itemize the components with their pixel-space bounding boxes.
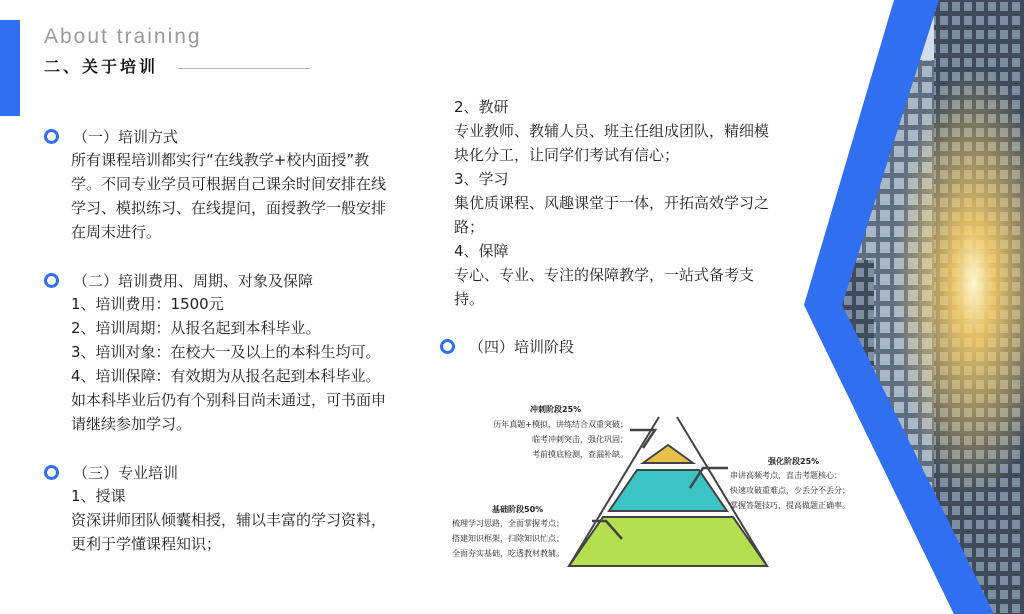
title-underline bbox=[178, 68, 310, 69]
text-line: 块化分工，让同学们考试有信心； bbox=[454, 146, 680, 164]
pyramid-top-layer bbox=[643, 445, 693, 463]
page-title: 二、关于培训 bbox=[44, 57, 159, 76]
text-line: 1、培训费用：1500元 bbox=[71, 295, 224, 313]
section-4-heading bbox=[440, 336, 574, 357]
bullet-ring-icon bbox=[44, 465, 59, 480]
text-line: 3、学习 bbox=[454, 170, 509, 188]
text-line: 1、授课 bbox=[71, 487, 126, 505]
text-line: 4、培训保障：有效期为从报名起到本科毕业。 bbox=[71, 367, 381, 385]
stage-line: 梳理学习思路，全面掌握考点； bbox=[452, 519, 564, 528]
pyramid-middle-layer bbox=[609, 470, 727, 511]
stage-line: 快速攻破重难点，少丢分不丢分； bbox=[730, 486, 850, 495]
stage-line: 全面夯实基础，吃透教材教辅。 bbox=[452, 549, 564, 558]
text-line: 专心、专业、专注的保障教学，一站式备考支 bbox=[454, 266, 755, 284]
section-3-heading bbox=[44, 462, 178, 483]
text-line: 3、培训对象：在校大一及以上的本科生均可。 bbox=[71, 343, 381, 361]
text-line: 学。不同专业学员可根据自己课余时间安排在线 bbox=[71, 175, 387, 193]
text-line: 如本科毕业后仍有个别科目尚未通过，可书面申 bbox=[71, 391, 387, 409]
section-4-title: （四）培训阶段 bbox=[469, 338, 575, 356]
section-3-continued-body bbox=[454, 95, 769, 311]
text-line: 路； bbox=[454, 218, 485, 236]
section-2-body bbox=[71, 292, 386, 436]
bullet-ring-icon bbox=[440, 339, 455, 354]
building-photo-panel bbox=[794, 0, 1024, 614]
text-line: 请继续参加学习。 bbox=[71, 415, 192, 433]
left-accent-bar bbox=[0, 20, 20, 116]
stage-line: 历年真题+模拟，讲练结合双重突破； bbox=[493, 420, 628, 429]
text-line: 集优质课程、风趣课堂于一体，开拓高效学习之 bbox=[454, 194, 770, 212]
text-line: 在周末进行。 bbox=[71, 223, 162, 241]
section-2-title: （二）培训费用、周期、对象及保障 bbox=[73, 272, 314, 290]
pyramid-bottom-layer bbox=[569, 517, 767, 566]
stage-top-label bbox=[530, 402, 581, 417]
section-3-body bbox=[71, 484, 386, 556]
stage-line: 临考冲刺突击，强化巩固； bbox=[532, 435, 628, 444]
stage-bottom-title: 基础阶段50% bbox=[492, 505, 544, 514]
section-3-title: （三）专业培训 bbox=[73, 464, 179, 482]
text-line: 学习、模拟练习、在线提问，面授教学一般安排 bbox=[71, 199, 387, 217]
text-line: 2、培训周期：从报名起到本科毕业。 bbox=[71, 319, 321, 337]
stage-line: 搭建知识框架，扫除知识忙点； bbox=[452, 534, 564, 543]
text-line: 专业教师、教辅人员、班主任组成团队，精细模 bbox=[454, 122, 770, 140]
text-line: 更利于学懂课程知识； bbox=[71, 535, 222, 553]
section-1-heading bbox=[44, 126, 178, 147]
text-line: 2、教研 bbox=[454, 98, 509, 116]
bullet-ring-icon bbox=[44, 129, 59, 144]
stage-line: 串讲高频考点，直击考题核心； bbox=[730, 471, 842, 480]
text-line: 所有课程培训都实行“在线教学+校内面授”教 bbox=[71, 151, 370, 169]
section-2-heading bbox=[44, 270, 313, 291]
stage-top-title: 冲刺阶段25% bbox=[530, 405, 582, 414]
stage-top-desc bbox=[482, 417, 628, 462]
bullet-ring-icon bbox=[44, 273, 59, 288]
section-1-body bbox=[71, 148, 386, 244]
text-line: 资深讲师团队倾囊相授，辅以丰富的学习资料， bbox=[71, 511, 387, 529]
stage-middle-title: 强化阶段25% bbox=[768, 457, 820, 466]
section-1-title: （一）培训方式 bbox=[73, 128, 179, 146]
text-line: 持。 bbox=[454, 290, 485, 308]
stage-line: 考前摸底检测，查漏补缺。 bbox=[532, 450, 628, 459]
stage-bottom-label bbox=[492, 502, 543, 517]
stage-bottom-desc bbox=[452, 516, 564, 561]
stage-line: 掌握答题技巧，提高做题正确率。 bbox=[730, 501, 850, 510]
text-line: 4、保障 bbox=[454, 242, 509, 260]
title-english: About training bbox=[44, 25, 202, 48]
